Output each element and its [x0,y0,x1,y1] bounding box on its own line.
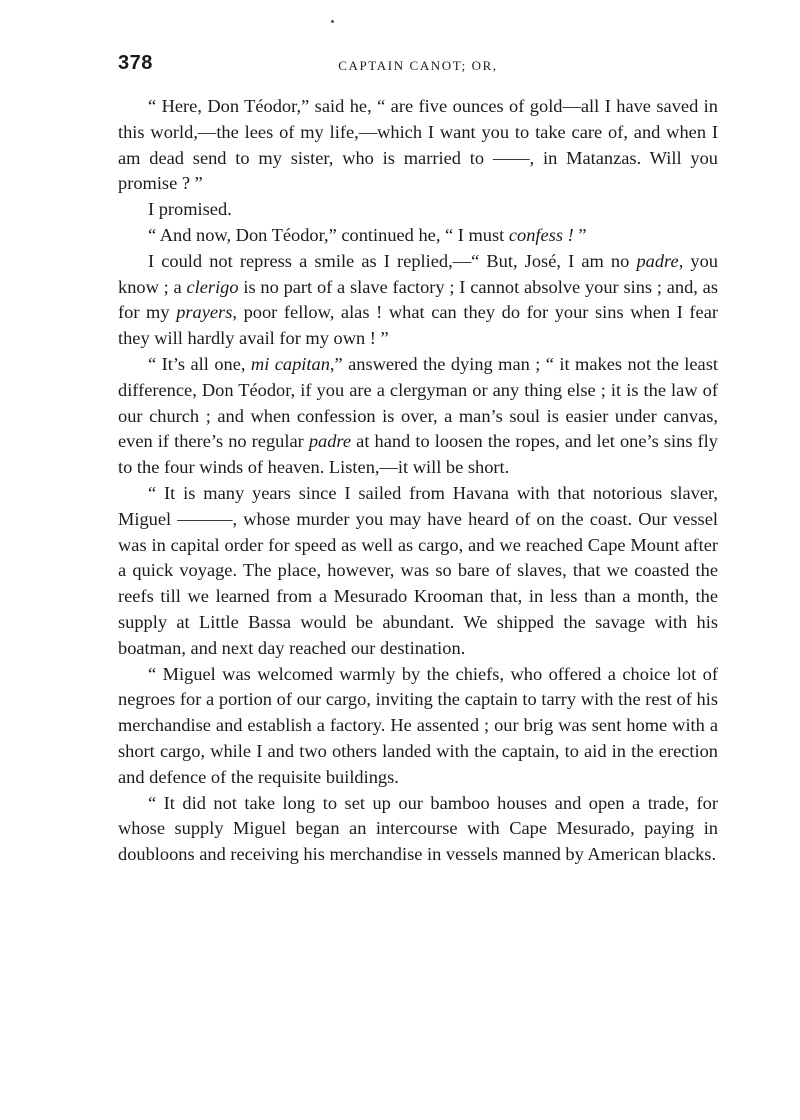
paragraph-7-text: “ Miguel was welcomed warmly by the chiefs, who offered a choice lot of negroes for a portion of our cargo, inviting the captain to tarry with the rest of his merchandise and establish a factory. He assented ; our brig was sent home with a short cargo, while I and two others landed with the captain, to aid in the erection and defence of the requisite buildings. [118,663,718,787]
paragraph-6 [118,481,718,662]
paragraph-3-close: ” [578,224,587,245]
page-header [118,52,718,82]
book-page [118,52,718,868]
paragraph-4-text-c: is no part of a slave factory ; I cannot absolve your sins ; and, as for my [118,276,718,323]
paragraph-5-text-c: at hand to loosen the ropes, and let one’s sins fly to the four winds of heaven. Listen,—it will be short. [118,431,718,478]
paragraph-5-text-b: ,” answered the dying man ; “ it makes not the least difference, Don Téodor, if you are a clergyman or any thing else ; it is the law of our church ; and when confession is over, a man’s soul is easier under canvas, even if there’s no regular [118,353,718,452]
running-head: CAPTAIN CANOT; OR, [338,58,498,73]
paragraph-5-text-a: “ It’s all one, [148,353,251,374]
paragraph-4-text-a: I could not repress a smile as I replied,—“ But, José, I am no [148,250,637,271]
paragraph-8 [118,791,718,868]
italic-padre: padre [636,250,679,271]
italic-mi-capitan: mi capitan [250,353,330,374]
italic-prayers: prayers [176,302,233,323]
paragraph-4-text-b: , you know ; a [118,250,718,297]
paragraph-6-text: “ It is many years since I sailed from Havana with that notorious slaver, Miguel ———, whose murder you may have heard of on the coast. Our vessel was in capital order for speed as well as cargo, and we reached Cape Mount after a quick voyage. The place, however, was so bare of slaves, that we coasted the reefs till we learned from a Mesurado Krooman that, in less than a month, the supply at Little Bassa would be abundant. We shipped the savage with his boatman, and next day reached our destination. [118,482,718,658]
paragraph-3-text: “ And now, Don Téodor,” continued he, “ I must [148,224,509,245]
paragraph-5 [118,352,718,481]
italic-padre-2: padre [308,431,352,452]
stray-mark [331,20,334,23]
italic-clerigo: clerigo [186,276,239,297]
paragraph-4 [118,249,718,352]
paragraph-2-text: I promised. [148,199,232,220]
paragraph-2 [118,197,718,223]
paragraph-7 [118,662,718,791]
body-text [118,94,718,868]
paragraph-4-text-d: , poor fellow, alas ! what can they do for your sins when I fear they will hardly avail for my own ! ” [118,302,719,349]
paragraph-1 [118,94,718,197]
page-number: 378 [118,52,153,74]
paragraph-1-text: “ Here, Don Téodor,” said he, “ are five ounces of gold—all I have saved in this world,—the lees of my life,—which I want you to take care of, and when I am dead send to my sister, who is married to ——, in Matanzas. Will you promise ? ” [118,96,718,194]
paragraph-8-text: “ It did not take long to set up our bamboo houses and open a trade, for whose supply Miguel began an intercourse with Cape Mesurado, paying in doubloons and receiving his merchandise in vessels manned by American blacks. [118,792,718,865]
paragraph-3 [118,223,718,249]
italic-confess: confess ! [508,224,579,245]
